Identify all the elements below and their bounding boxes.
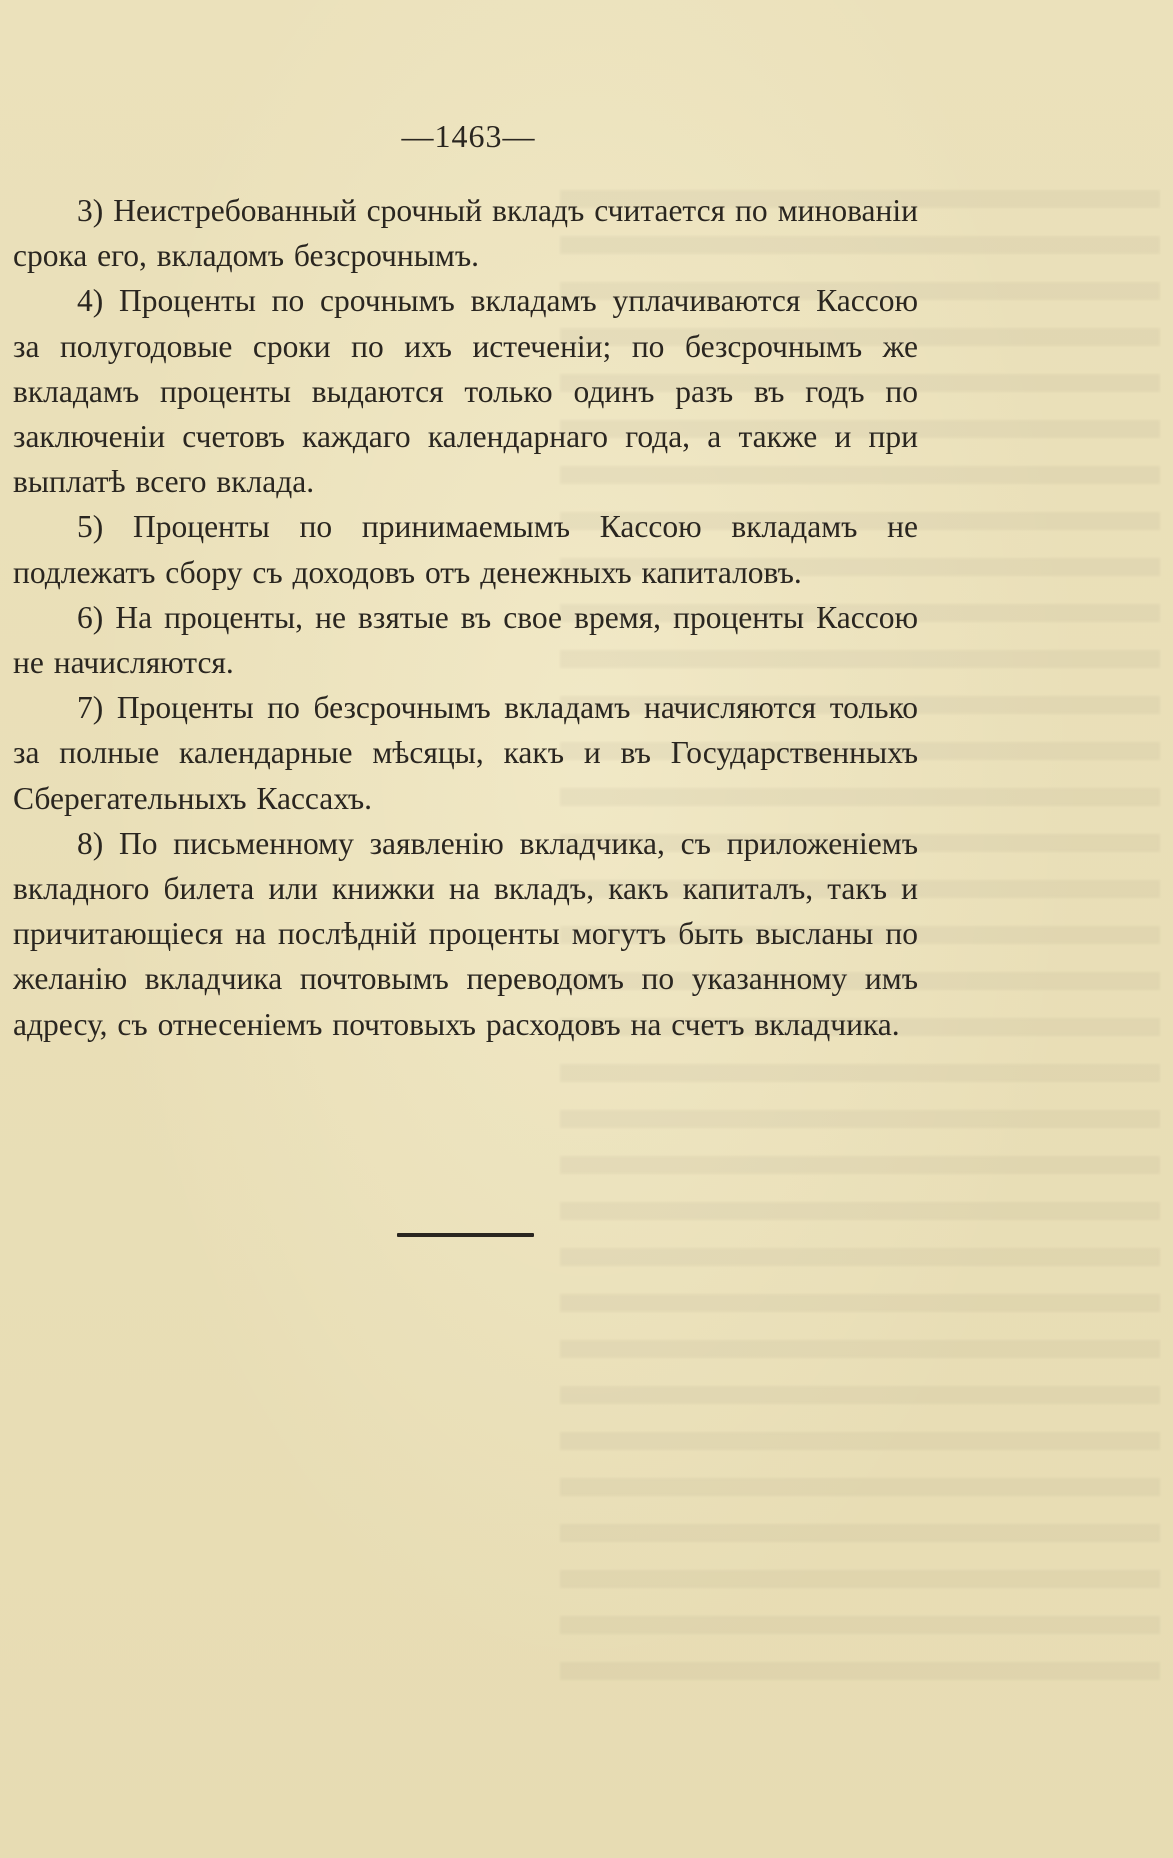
paragraph-7: 7) Проценты по безсрочнымъ вкладамъ начисляются только за полные календарные мѣсяцы, какъ и въ Государственныхъ Сберегательныхъ Кассахъ. xyxy=(13,690,918,816)
paragraph-6: 6) На проценты, не взятые въ свое время, проценты Кассою не начисляются. xyxy=(13,599,918,681)
body-text xyxy=(13,188,918,1047)
paragraph-8: 8) По письменному заявленію вкладчика, съ приложеніемъ вкладного билета или книжки на вкладъ, какъ капиталъ, такъ и причитающіеся на послѣдній проценты могутъ быть высланы по желанію вкладчика почтовымъ переводомъ по указанному имъ адресу, съ отнесеніемъ почтовыхъ расходовъ на счетъ вкладчика. xyxy=(13,825,918,1042)
page-number: —1463— xyxy=(401,118,536,154)
closing-rule xyxy=(397,1233,534,1237)
paragraph-3: 3) Неистребованный срочный вкладъ считается по минованіи срока его, вкладомъ безсрочнымъ. xyxy=(13,193,918,274)
paragraph-4: 4) Проценты по срочнымъ вкладамъ уплачиваются Кассою за полугодовые сроки по ихъ истеченіи; по безсрочнымъ же вкладамъ проценты выдаются только одинъ разъ въ годъ по заключеніи счетовъ каждаго календарнаго года, а также и при выплатѣ всего вклада. xyxy=(13,283,918,500)
paragraph-5: 5) Проценты по принимаемымъ Кассою вкладамъ не подлежатъ сбору съ доходовъ отъ денежныхъ капиталовъ. xyxy=(13,509,918,590)
